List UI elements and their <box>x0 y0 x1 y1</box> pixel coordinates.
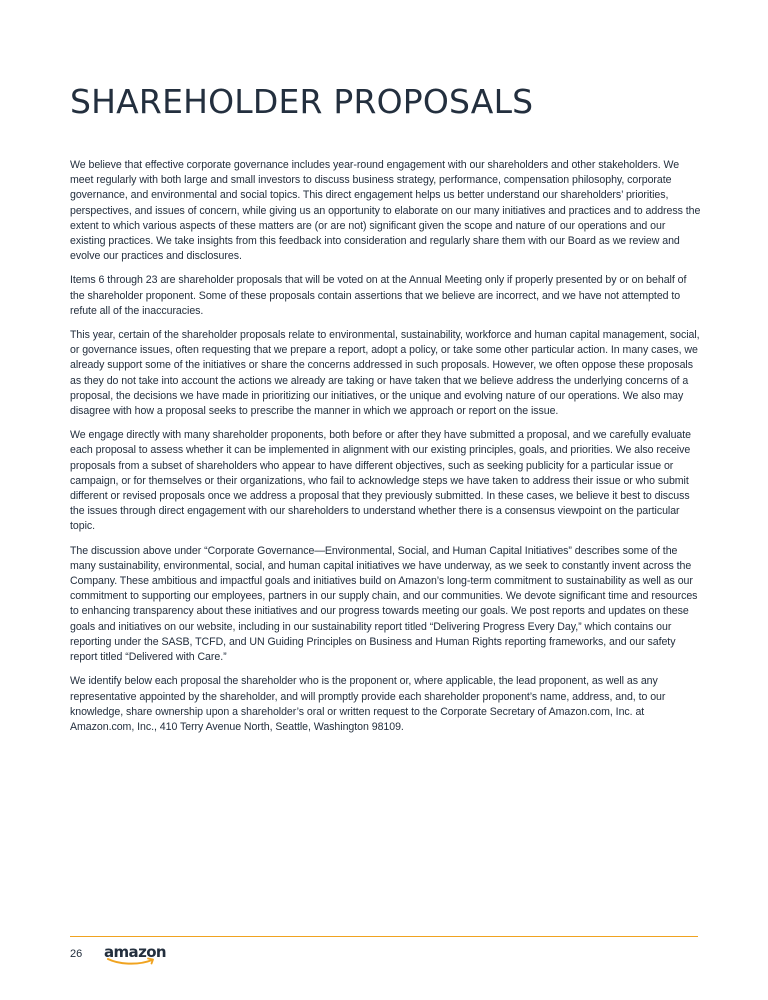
page-title: SHAREHOLDER PROPOSALS <box>70 82 534 121</box>
paragraph-proponents: We engage directly with many shareholder proponents, both before or after they have submitted a proposal, and we carefully evaluate each proposal to assess whether it can be implemented in alignment with our existing principles, goals, and priorities. We also receive proposals from a subset of shareholders who appear to have different objectives, such as seeking publicity for a particular issue or campaign, or for themselves or their organizations, who fail to acknowledge steps we have taken to address their issue or who submit different or revised proposals once we address a proposal that they previously submitted. In these cases, we believe it best to discuss the issues through direct engagement with our shareholders to understand whether there is a consensus viewpoint on the particular topic. <box>70 429 692 533</box>
paragraph-topics: This year, certain of the shareholder proposals relate to environmental, sustainability, workforce and human capital management, social, or governance issues, often requesting that we prepare a report, adopt a policy, or take some other particular action. In many cases, we already support some of the initiatives or share the concerns addressed in such proposals. However, we often oppose these proposals as they do not take into account the actions we already are taking or have taken that we believe address the underlying concerns of a proposal, the decisions we have made in prioritizing our initiatives, or the unique and evolving nature of our operations. We also may disagree with how a proposal seeks to prescribe the manner in which we approach or report on the issue. <box>70 329 700 418</box>
paragraph-engagement: We believe that effective corporate governance includes year-round engagement with our shareholders and other stakeholders. We meet regularly with both large and small investors to discuss business strategy, performance, compensation philosophy, corporate governance, and environmental and social topics. This direct engagement helps us better understand our shareholders’ priorities, perspectives, and issues of concern, while giving us an opportunity to elaborate on our many initiatives and practices and to address the extent to which various aspects of these matters are (or are not) significant given the scope and nature of our operations and our existing practices. We take insights from this feedback into consideration and regularly share them with our Board as we review and evolve our practices and disclosures. <box>70 159 701 263</box>
paragraph-items: Items 6 through 23 are shareholder proposals that will be voted on at the Annual Meeting only if properly presented by or on behalf of the shareholder proponent. Some of these proposals contain assertions that we believe are incorrect, and we have not attempted to refute all of the inaccuracies. <box>70 274 687 317</box>
footer-rule <box>70 936 698 937</box>
paragraph-identification: We identify below each proposal the shareholder who is the proponent or, where applicable, the lead proponent, as well as any representative appointed by the shareholder, and will promptly provide each shareholder proponent’s name, address, and, to our knowledge, share ownership upon a shareholder’s oral or written request to the Corporate Secretary of Amazon.com, Inc. at Amazon.com, Inc., 410 Terry Avenue North, Seattle, Washington 98109. <box>70 675 666 733</box>
amazon-logo-wordmark: amazon <box>104 943 166 961</box>
amazon-smile-icon <box>106 957 158 966</box>
page-number: 26 <box>70 948 83 960</box>
paragraph-initiatives: The discussion above under “Corporate Governance—Environmental, Social, and Human Capital Initiatives” describes some of the many sustainability, environmental, social, and human capital initiatives we have underway, as we seek to constantly invent across the Company. These ambitious and impactful goals and initiatives build on Amazon’s long-term commitment to sustainability as well as our commitment to supporting our employees, partners in our supply chain, and our communities. We devote significant time and resources to enhancing transparency about these initiatives and our progress towards meeting our goals. We post reports and updates on these goals and initiatives on our website, including in our sustainability report titled “Delivering Progress Every Day,” which contains our reporting under the SASB, TCFD, and UN Guiding Principles on Business and Human Rights reporting frameworks, and our safety report titled “Delivered with Care.” <box>70 544 698 664</box>
amazon-logo <box>104 944 164 968</box>
body-text <box>70 158 702 744</box>
